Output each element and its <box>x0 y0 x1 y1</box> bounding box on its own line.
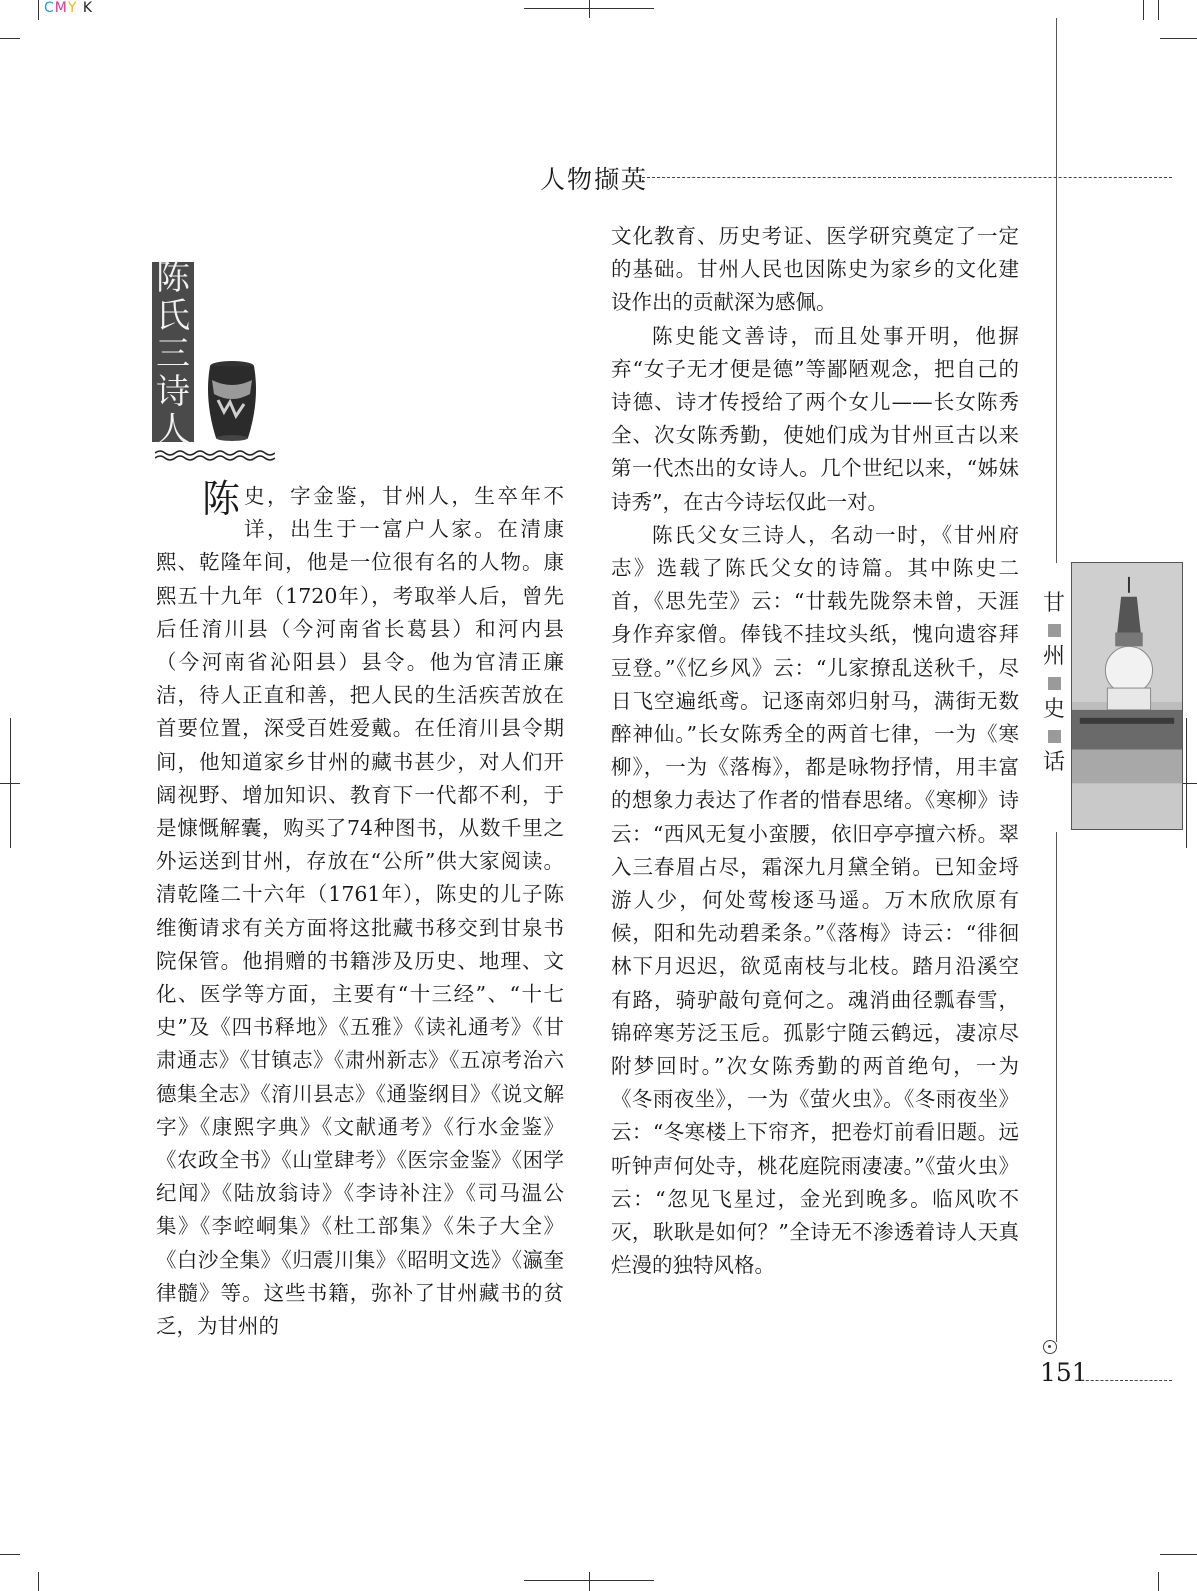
page-number: 151 <box>1040 1358 1088 1387</box>
header-dash-rule <box>642 177 1172 178</box>
vase-image <box>200 360 264 442</box>
paragraph: 文化教育、历史考证、医学研究奠定了一定的基础。甘州人民也因陈史为家乡的文化建设作出的贡献深为感佩。 <box>611 224 1019 315</box>
right-column <box>611 220 1019 1283</box>
crop-mark <box>0 1554 20 1555</box>
title-char: 氏 <box>156 296 190 336</box>
crop-mark <box>1160 1554 1197 1555</box>
left-column <box>156 477 564 1343</box>
side-tab-square <box>1048 730 1061 743</box>
title-block <box>152 258 194 450</box>
crop-mark <box>0 38 20 39</box>
section-label: 人物撷英 <box>540 165 649 194</box>
side-tab-char: 话 <box>1042 750 1065 775</box>
side-tab-char: 甘 <box>1042 591 1065 616</box>
margin-rule <box>1056 18 1057 563</box>
drop-cap: 陈 <box>202 477 241 521</box>
crop-mark <box>1158 0 1159 20</box>
side-tab <box>1040 592 1068 775</box>
crop-mark <box>589 1572 590 1591</box>
paragraph <box>156 477 564 1343</box>
paragraph: 陈氏父女三诗人，名动一时，《甘州府志》选载了陈氏父女的诗篇。其中陈史二首，《思先茔》云：“廿载先陇祭未曾，天涯身作弃家僧。俸钱不挂坟头纸，愧向遗容拜豆登。”《忆乡风》云：“儿家撩乱送秋千，尽日飞空遍纸鸢。记逐南郊归射马，满街无数醉神仙。”长女陈秀全的两首七律，一为《寒柳》，一为《落梅》，都是咏物抒情，用丰富的想象力表达了作者的惜春思绪。《寒柳》诗云：“西风无复小蛮腰，依旧亭亭擅六桥。翠入三春眉占尽，霜深九月黛全销。已知金埒游人少，何处莺梭逐马遥。万木欣欣原有候，阳和先动碧柔条。”《落梅》诗云：“徘徊林下月迟迟，欲觅南枝与北枝。踏月沿溪空有路，骑驴敲句竟何之。魂消曲径瓢春雪，锦碎寒芳泛玉卮。孤影宁随云鹤远，凄凉尽附梦回时。”次女陈秀勤的两首绝句，一为《冬雨夜坐》，一为《萤火虫》。《冬雨夜坐》云：“冬寒楼上下帘齐，把卷灯前看旧题。远听钟声何处寺，桃花庭院雨凄凄。”《萤火虫》云：“忽见飞星过，金光到晚多。临风吹不灭，耿耿是如何？”全诗无不渗透着诗人天真烂漫的独特风格。 <box>611 522 1019 1278</box>
page-circle-icon <box>1043 1340 1057 1354</box>
crop-mark <box>38 0 39 20</box>
side-tab-square <box>1048 677 1061 690</box>
wave-ornament <box>155 449 275 461</box>
crop-mark <box>1158 1572 1159 1591</box>
margin-rule <box>1056 832 1057 1342</box>
paragraph: 陈史能文善诗，而且处事开明，他摒弃“女子无才便是德”等鄙陋观念，把自己的诗德、诗才传授给了两个女儿——长女陈秀全、次女陈秀勤，使她们成为甘州亘古以来第一代杰出的女诗人。几个世纪以来，“姊妹诗秀”，在古今诗坛仅此一对。 <box>611 323 1019 514</box>
title-char: 三 <box>156 334 190 374</box>
crop-mark <box>0 783 20 784</box>
paragraph-text: 史，字金鉴，甘州人，生卒年不详，出生于一富户人家。在清康熙、乾隆年间，他是一位很有名的人物。康熙五十九年（1720年），考取举人后，曾先后任淯川县（今河南省长葛县）和河内县（今河南省沁阳县）县令。他为官清正廉洁，待人正直和善，把人民的生活疾苦放在首要位置，深受百姓爱戴。在任淯川县令期间，他知道家乡甘州的藏书甚少，对人们开阔视野、增加知识、教育下一代都不利，于是慷慨解囊，购买了74种图书，从数千里之外运送到甘州，存放在“公所”供大家阅读。清乾隆二十六年（1761年），陈史的儿子陈维衡请求有关方面将这批藏书移交到甘泉书院保管。他捐赠的书籍涉及历史、地理、文化、医学等方面，主要有“十三经”、“十七史”及《四书释地》《五雅》《读礼通考》《甘肃通志》《甘镇志》《肃州新志》《五凉考治六德集全志》《淯川县志》《通鉴纲目》《说文解字》《康熙字典》《文献通考》《行水金鉴》《农政全书》《山堂肆考》《医宗金鉴》《困学纪闻》《陆放翁诗》《李诗补注》《司马温公集》《李崆峒集》《杜工部集》《朱子大全》《白沙全集》《归震川集》《昭明文选》《瀛奎律髓》等。这些书籍，弥补了甘州藏书的贫乏，为甘州的 <box>156 484 564 1339</box>
crop-mark <box>1160 38 1197 39</box>
crop-mark <box>38 1572 39 1591</box>
crop-mark <box>1143 0 1144 20</box>
side-tab-square <box>1048 624 1061 637</box>
cmyk-mark: CMY K <box>44 0 94 16</box>
title-char: 人 <box>156 410 190 450</box>
side-tab-char: 史 <box>1042 697 1065 722</box>
footer-dash-rule <box>1076 1380 1172 1381</box>
pagoda-photo <box>1071 562 1183 830</box>
crop-mark <box>589 0 590 18</box>
side-tab-char: 州 <box>1042 644 1065 669</box>
title-char: 陈 <box>156 258 190 298</box>
title-char: 诗 <box>156 372 190 412</box>
